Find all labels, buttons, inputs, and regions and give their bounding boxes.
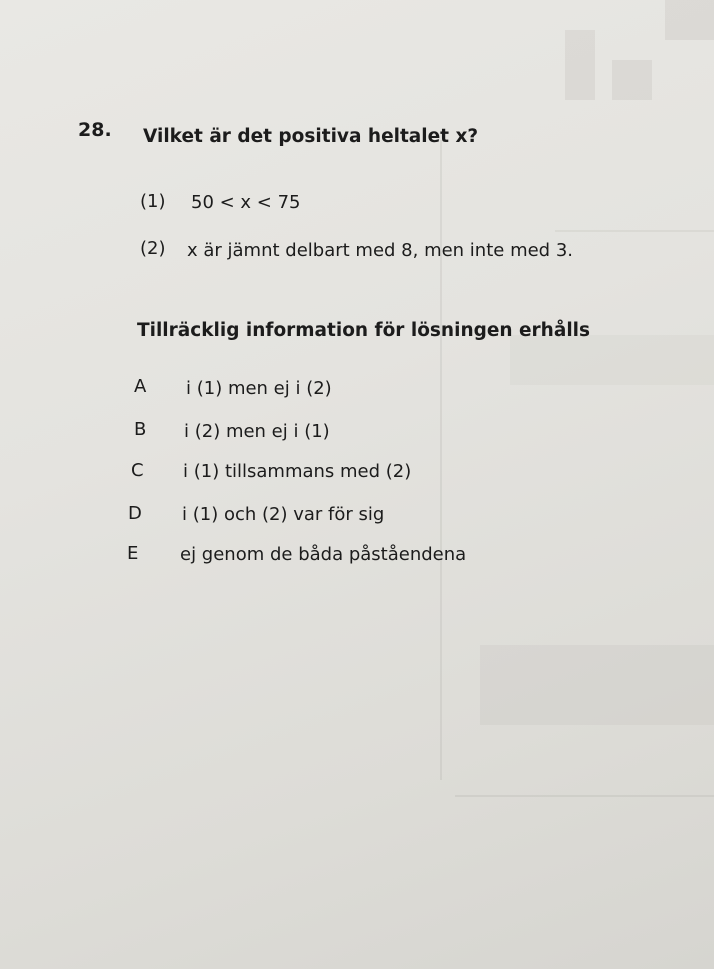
bleed-through-line	[455, 795, 714, 797]
option-d-letter: D	[128, 503, 142, 524]
option-b-letter: B	[134, 419, 147, 440]
bleed-through-mark	[665, 0, 714, 40]
option-c-text: i (1) tillsammans med (2)	[183, 461, 412, 482]
bleed-through-mark	[565, 30, 595, 100]
statement-2-label: (2)	[140, 238, 166, 259]
bleed-through-line	[555, 230, 714, 232]
bleed-through-mark	[612, 60, 652, 100]
bleed-through-mark	[480, 645, 714, 725]
answer-heading: Tillräcklig information för lösningen erhålls	[137, 320, 591, 341]
bleed-through-line	[440, 140, 442, 780]
statement-1-text: 50 < x < 75	[191, 192, 301, 213]
question-text: Vilket är det positiva heltalet x?	[143, 126, 479, 147]
question-number: 28.	[78, 119, 112, 141]
option-a-letter: A	[134, 376, 147, 397]
option-d-text: i (1) och (2) var för sig	[182, 504, 385, 525]
option-e-text: ej genom de båda påståendena	[180, 544, 467, 565]
statement-1-label: (1)	[140, 191, 166, 212]
option-e-letter: E	[127, 543, 139, 564]
bleed-through-mark	[510, 335, 714, 385]
option-a-text: i (1) men ej i (2)	[186, 378, 332, 399]
statement-2-text: x är jämnt delbart med 8, men inte med 3.	[187, 240, 573, 261]
option-b-text: i (2) men ej i (1)	[184, 421, 330, 442]
option-c-letter: C	[131, 460, 144, 481]
